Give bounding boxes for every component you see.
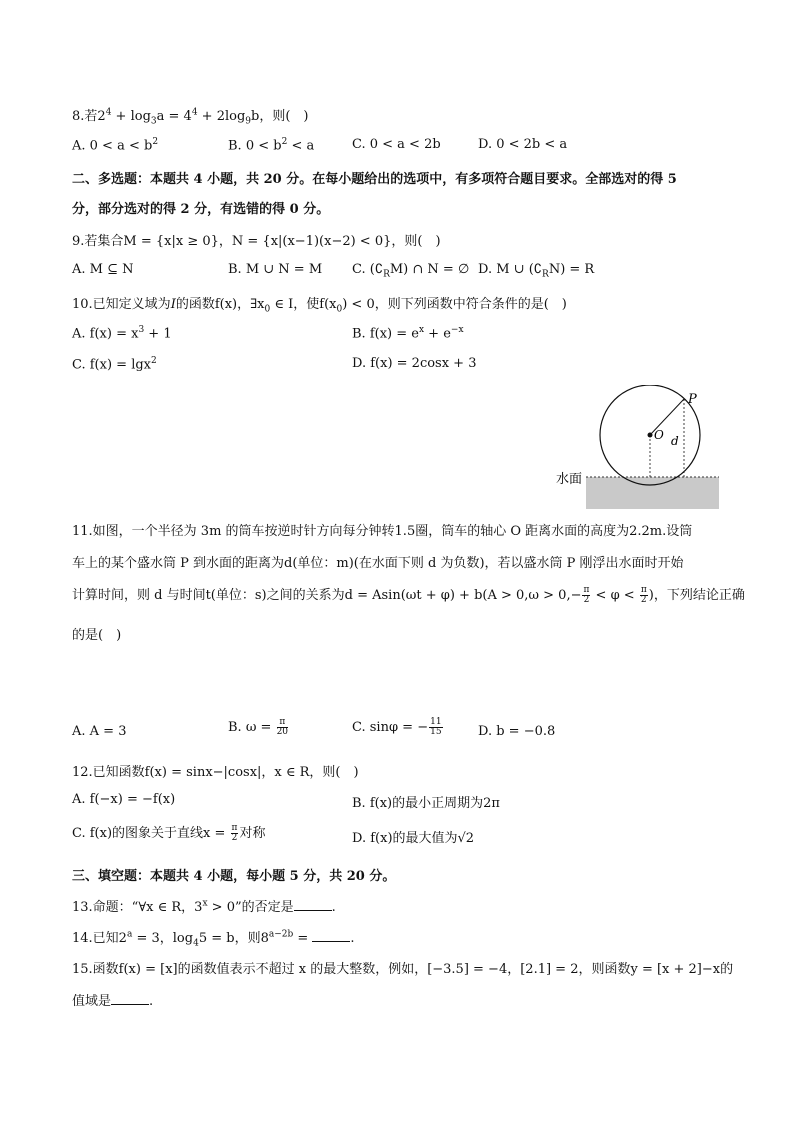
q11-option-b[interactable]: B. ω = $\frac{\pi}{20}$ <box>228 717 289 737</box>
q8-option-a[interactable]: A. $0 < a < b^2$ <box>72 137 159 154</box>
q13-stem: 13.命题：“∀x ∈ R，$3^x > 0$”的否定是 . <box>72 898 336 915</box>
q11-line4: 的是( ) <box>72 628 122 643</box>
q8-option-c[interactable]: C. 0 < a < 2b <box>352 137 441 152</box>
section-2-header-line1: 二、多选题：本题共 4 小题，共 20 分。在每小题给出的选项中，有多项符合题目要求。全部选对的得 5 <box>72 172 677 187</box>
q9-option-b[interactable]: B. M ∪ N = M <box>228 262 323 277</box>
q11-line2: 车上的某个盛水筒 P 到水面的距离为d(单位：m)(在水面下则 d 为负数)，若以盛水筒 P 刚浮出水面时开始 <box>72 556 684 571</box>
q15-line1: 15.函数f(x) = [x]的函数值表示不超过 x 的最大整数，例如，[−3.5] = −4，[2.1] = 2，则函数y = [x + 2]−x的 <box>72 962 734 977</box>
q10-option-b[interactable]: B. $f(x) = e^x + e^{-x}$ <box>352 325 464 342</box>
q12-option-a[interactable]: A. f(−x) = −f(x) <box>72 792 176 807</box>
section-3-header: 三、填空题：本题共 4 小题，每小题 5 分，共 20 分。 <box>72 869 396 884</box>
q11-option-d[interactable]: D. b = −0.8 <box>478 724 556 739</box>
q13-answer-blank[interactable] <box>294 900 332 911</box>
q8-option-d[interactable]: D. 0 < 2b < a <box>478 137 568 152</box>
q8-option-b[interactable]: B. $0 < b^2 < a$ <box>228 137 315 154</box>
q14-stem: 14.已知$2^a = 3$，$\log_45 = b$，则$8^{a-2b}$ = . <box>72 929 355 949</box>
q11-option-c[interactable]: C. sinφ = − $\frac{11}{15}$ <box>352 717 442 737</box>
q12-option-d[interactable]: D. f(x)的最大值为√2 <box>352 831 475 846</box>
q10-option-d[interactable]: D. f(x) = 2cosx + 3 <box>352 356 477 371</box>
q11-option-a[interactable]: A. A = 3 <box>72 724 127 739</box>
q11-line3: 计算时间，则 d 与时间t(单位：s)之间的关系为d = Asin(ωt + φ) + b(A > 0,ω > 0,− $\frac{\pi}{2}$ < φ < $\frac{\pi}{2}$ )，下列结论正确 <box>72 585 745 605</box>
water-region <box>586 477 719 509</box>
q15-line2: 值域是 . <box>72 994 154 1009</box>
q8-stem: 8.若$2^4 + \log_3a = 4^4 + 2\log_9b$，则( ) <box>72 107 309 127</box>
section-2-header-line2: 分，部分选对的得 2 分，有选错的得 0 分。 <box>72 202 330 217</box>
label-d: d <box>671 434 679 448</box>
q9-option-a[interactable]: A. M ⊆ N <box>72 262 134 277</box>
q9-option-c[interactable]: C. $(∁_RM)$ ∩ N = ∅ <box>352 262 470 280</box>
q9-stem: 9.若集合M = {x|x ≥ 0}，N = {x|(x−1)(x−2) < 0}，则( ) <box>72 234 441 249</box>
label-p: P <box>688 392 697 407</box>
q11-line1: 11.如图，一个半径为 3m 的筒车按逆时针方向每分钟转1.5圈，筒车的轴心 O 距离水面的高度为2.2m.设筒 <box>72 524 693 539</box>
q15-answer-blank[interactable] <box>111 994 149 1005</box>
q12-stem: 12.已知函数f(x) = sinx−|cosx|，x ∈ R，则( ) <box>72 765 359 780</box>
q9-option-d[interactable]: D. M ∪ $(∁_RN) = R$ <box>478 262 595 280</box>
q10-stem: 10.已知定义域为I的函数f(x)，$\exists x_0$ ∈ I，使$f(x_0) < 0$，则下列函数中符合条件的是( ) <box>72 297 567 315</box>
q14-answer-blank[interactable] <box>312 931 350 942</box>
label-water: 水面 <box>556 472 583 487</box>
q12-option-c[interactable]: C. f(x)的图象关于直线x = $\frac{\pi}{2}$ 对称 <box>72 823 266 843</box>
q12-option-b[interactable]: B. f(x)的最小正周期为2π <box>352 796 500 811</box>
water-wheel-figure <box>550 385 725 513</box>
label-o: O <box>654 428 664 442</box>
q10-option-c[interactable]: C. f(x) = lgx$^2$ <box>72 356 157 373</box>
q10-option-a[interactable]: A. $f(x) = x^3 + 1$ <box>72 325 172 342</box>
